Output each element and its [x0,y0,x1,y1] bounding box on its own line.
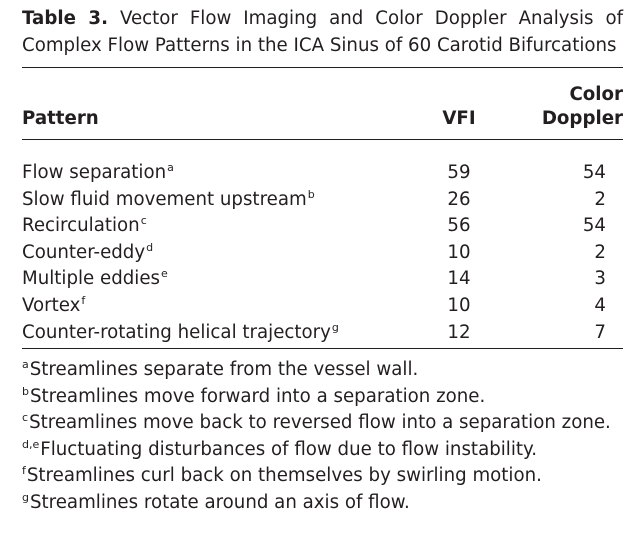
table-caption [22,6,623,59]
pattern-name: Counter-rotating helical trajectory [22,321,331,343]
top-rule [22,67,623,68]
cell-pattern [22,187,400,214]
table-row [22,187,623,214]
footnote-text: Streamlines rotate around an axis of flow. [29,491,410,513]
footnote-marker: b [307,187,315,201]
cell-vfi: 10 [447,294,471,316]
footnote [22,437,623,464]
footnote-mark: c [22,411,29,425]
cell-pattern [22,320,400,347]
header-rule [22,139,623,140]
cell-vfi: 56 [447,215,471,237]
footnote-text: Fluctuating disturbances of flow due to flow instability. [40,438,537,460]
footnote [22,490,623,517]
footnote-marker: e [161,267,168,281]
cell-color-doppler: 2 [594,241,606,263]
pattern-name: Slow fluid movement upstream [22,188,307,210]
table-label: Table 3. [22,8,108,29]
footnote-marker: a [167,161,174,174]
cell-pattern [22,240,400,267]
pattern-name: Flow separation [22,162,167,183]
column-header-color-doppler [518,83,623,131]
footnote-text: Streamlines move back to reversed flow into a separation zone. [29,412,611,434]
footnote-text: Streamlines curl back on themselves by swirling motion. [26,465,542,487]
footnote [22,410,623,437]
cell-pattern [22,266,400,293]
column-header-vfi: VFI [442,108,476,129]
table-row [22,293,623,320]
cell-color-doppler: 54 [582,215,606,237]
column-header-color-doppler-line1: Color [569,84,623,105]
table-row [22,320,623,347]
cell-color-doppler: 54 [582,162,606,183]
cell-vfi: 26 [447,188,471,210]
table-row [22,240,623,267]
cell-vfi: 59 [447,162,471,183]
footnotes [22,357,623,516]
footnote [22,463,623,490]
cell-pattern [22,293,400,320]
bottom-rule [22,348,623,349]
footnote-mark: b [22,384,29,398]
footnote-marker: c [140,214,147,228]
cell-pattern [22,213,400,240]
column-header-color-doppler-line2: Doppler [541,108,623,129]
footnote-text: Streamlines separate from the vessel wall. [29,359,419,381]
table-header [22,83,623,131]
table-title: Vector Flow Imaging and Color Doppler Analysis of Complex Flow Patterns in the ICA Sinus of 60 Carotid Bifurcations [22,8,623,56]
footnote-marker: f [81,293,86,307]
table-row [22,213,623,240]
cell-color-doppler: 2 [594,188,606,210]
footnote [22,357,623,384]
footnote-text: Streamlines move forward into a separation zone. [29,385,486,407]
table-row [22,266,623,293]
footnote-marker: d [146,240,154,254]
cell-pattern [22,160,400,187]
footnote-mark: f [22,464,26,478]
cell-color-doppler: 3 [594,268,606,290]
cell-vfi: 12 [447,321,471,343]
cell-color-doppler: 4 [594,294,606,316]
column-header-pattern: Pattern [22,108,99,129]
table-body [22,160,623,346]
pattern-name: Counter-eddy [22,241,146,263]
cell-vfi: 14 [447,268,471,290]
header-row [22,83,623,131]
pattern-name: Multiple eddies [22,268,161,290]
table-container [22,6,623,516]
table-row [22,160,623,187]
pattern-name: Recirculation [22,215,140,237]
footnote-mark: g [22,490,29,504]
footnote-marker: g [331,320,339,334]
pattern-name: Vortex [22,294,81,316]
footnote-mark: d,e [22,437,40,451]
cell-color-doppler: 7 [594,321,606,343]
cell-vfi: 10 [447,241,471,263]
footnote-mark: a [22,358,29,372]
footnote [22,384,623,411]
